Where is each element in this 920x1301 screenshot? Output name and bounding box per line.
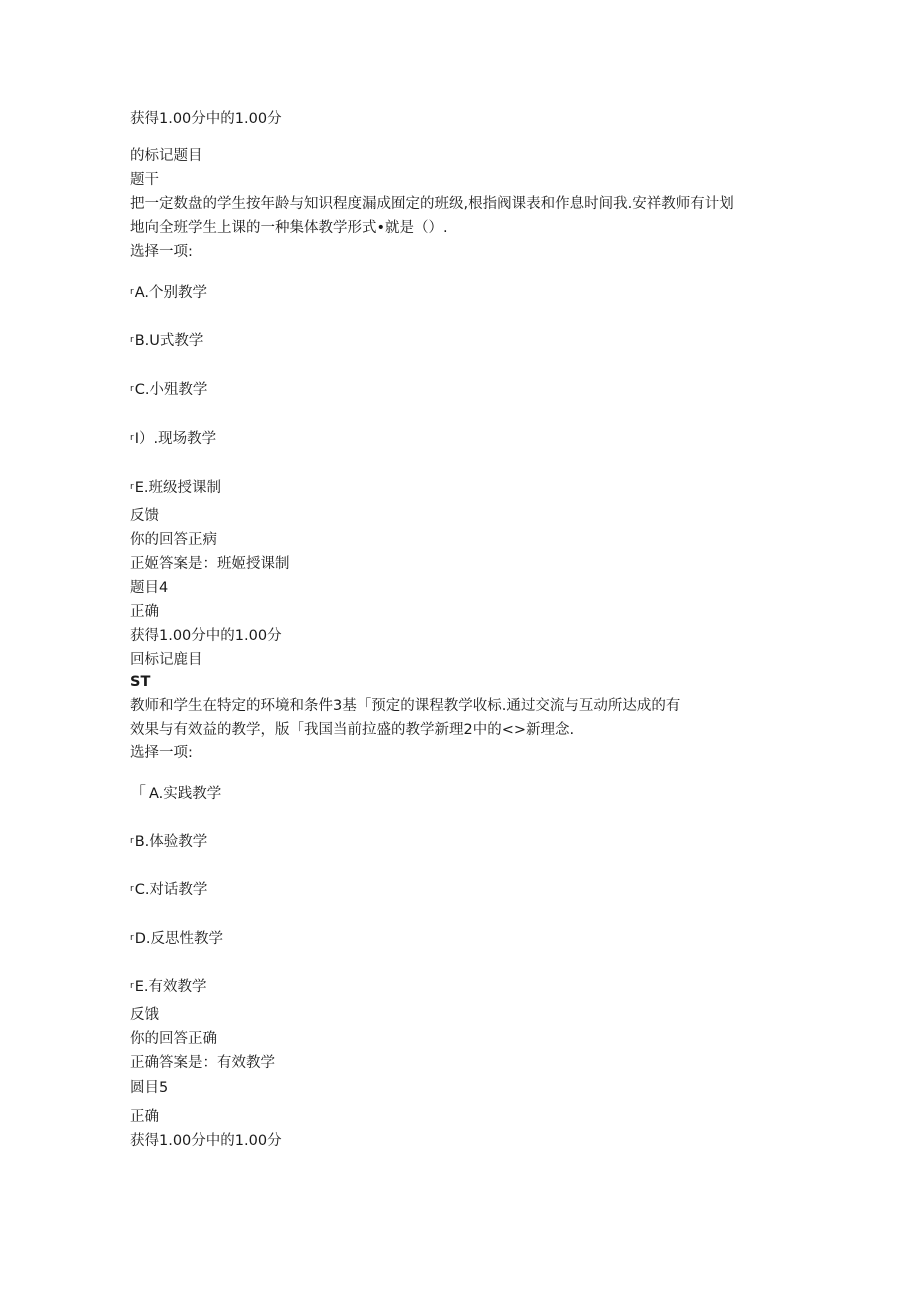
radio-icon[interactable]: r — [130, 933, 134, 943]
q4-option-d-label: D.反思性教学 — [134, 931, 223, 947]
q3-choose-prompt: 选择一项: — [130, 244, 193, 260]
q4-correct-answer: 正确答案是：有效教学 — [130, 1055, 275, 1071]
q4-option-a[interactable] — [130, 783, 221, 804]
q4-stem-label: ST — [130, 674, 151, 690]
q4-option-e[interactable] — [130, 976, 206, 997]
q4-option-b-label: B.体验教学 — [134, 834, 208, 850]
q4-stem-line-1: 教师和学生在特定的环境和条件3基「预定的课程教学收标.通过交流与互动所达成的有 — [130, 698, 681, 714]
radio-icon[interactable]: r — [130, 482, 134, 492]
q4-feedback-label: 反饿 — [130, 1007, 159, 1023]
q3-correct-answer: 正姬答案是：班姬授课制 — [130, 556, 290, 572]
q3-option-b[interactable] — [130, 330, 203, 351]
q4-stem-line-2: 效果与有效益的教学，版「我国当前拉盛的教学新理2中的<>新理念. — [130, 722, 575, 738]
q3-option-d[interactable] — [130, 428, 216, 449]
radio-icon[interactable]: r — [130, 384, 134, 394]
radio-icon[interactable]: 「 — [130, 783, 147, 802]
radio-icon[interactable]: r — [130, 884, 134, 894]
q4-option-c[interactable] — [130, 879, 207, 900]
q5-status: 正确 — [130, 1109, 159, 1125]
q4-option-c-label: C.对话教学 — [134, 882, 208, 898]
q4-option-e-label: E.有效教学 — [134, 979, 207, 995]
q4-title: 题目4 — [130, 580, 169, 596]
q4-choose-prompt: 选择一项: — [130, 745, 193, 761]
q3-option-e-label: E.班级授课制 — [134, 480, 221, 496]
q3-score: 获得1.00分中的1.00分 — [130, 111, 282, 127]
q3-feedback-label: 反馈 — [130, 508, 159, 524]
radio-icon[interactable]: r — [130, 836, 134, 846]
q4-score: 获得1.00分中的1.00分 — [130, 628, 282, 644]
q3-your-answer: 你的回答正病 — [130, 532, 217, 548]
radio-icon[interactable]: r — [130, 981, 134, 991]
q4-option-a-label: A.实践教学 — [149, 786, 222, 802]
q4-flag-question[interactable]: 回标记鹿目 — [130, 652, 203, 668]
q3-option-a[interactable] — [130, 282, 207, 303]
q3-flag-question[interactable]: 的标记题目 — [130, 148, 203, 164]
q3-stem-line-2: 地向全班学生上课的一种集体教学形式•就是（）. — [130, 220, 448, 236]
q3-option-a-label: A.个别教学 — [134, 285, 207, 301]
q3-option-e[interactable] — [130, 477, 221, 498]
q3-option-d-label: I）.现场教学 — [134, 431, 217, 447]
radio-icon[interactable]: r — [130, 433, 134, 443]
q5-score: 获得1.00分中的1.00分 — [130, 1133, 282, 1149]
q3-option-c[interactable] — [130, 379, 207, 400]
q3-stem-label: 题干 — [130, 172, 159, 188]
q5-title: 圆目5 — [130, 1080, 169, 1096]
q3-option-c-label: C.小殂教学 — [134, 382, 208, 398]
q3-stem-line-1: 把一定数盘的学生按年龄与知识程度漏成囿定的班级,根指阀课表和作息时间我.安祥教师有计划 — [130, 196, 734, 212]
radio-icon[interactable]: r — [130, 287, 134, 297]
q4-status: 正确 — [130, 604, 159, 620]
radio-icon[interactable]: r — [130, 335, 134, 345]
q4-option-b[interactable] — [130, 831, 207, 852]
q4-option-d[interactable] — [130, 928, 223, 949]
q4-your-answer: 你的回答正确 — [130, 1031, 217, 1047]
q3-option-b-label: B.U式教学 — [134, 333, 204, 349]
